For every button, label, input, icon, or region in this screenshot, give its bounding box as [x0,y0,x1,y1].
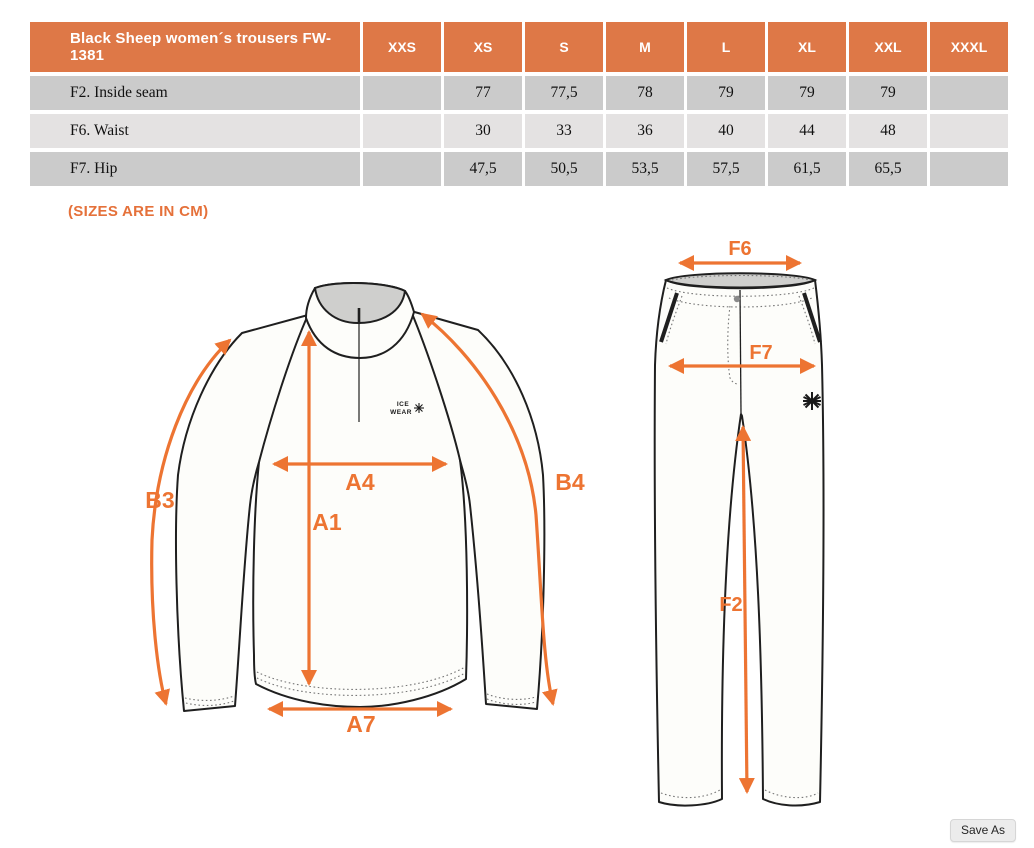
label-a1: A1 [312,509,342,535]
sizes-note: (SIZES ARE IN CM) [68,203,209,220]
shirt-technical-drawing [130,260,610,760]
trousers-body [655,280,824,806]
table-row [30,114,1008,148]
cell: 47,5 [444,152,522,186]
logo-line1: ICE [396,401,410,408]
label-b3: B3 [145,487,175,513]
cell: 33 [525,114,603,148]
logo-line2: WEAR [390,409,412,416]
cell [930,76,1008,110]
cell: 77 [444,76,522,110]
label-f6: F6 [728,238,752,260]
size-header-l: L [687,22,765,72]
cell: 36 [606,114,684,148]
cell: 57,5 [687,152,765,186]
table-header-row [30,22,1008,72]
cell: 65,5 [849,152,927,186]
size-header-xxs: XXS [363,22,441,72]
size-header-m: M [606,22,684,72]
cell: 78 [606,76,684,110]
cell: 48 [849,114,927,148]
label-a7: A7 [346,711,376,737]
label-f2: F2 [719,594,743,616]
cell: 79 [687,76,765,110]
cell: 77,5 [525,76,603,110]
cell: 61,5 [768,152,846,186]
cell: 53,5 [606,152,684,186]
label-b4: B4 [555,469,585,495]
size-header-xl: XL [768,22,846,72]
snowflake-icon [414,403,424,413]
label-a4: A4 [345,469,375,495]
cell: 50,5 [525,152,603,186]
row-label: F6. Waist [30,114,360,148]
measure-f2-arrow [743,427,747,792]
save-as-button[interactable]: Save As [950,819,1016,842]
cell [363,152,441,186]
cell [363,76,441,110]
cell [930,114,1008,148]
table-row [30,152,1008,186]
size-header-xxl: XXL [849,22,927,72]
table-row [30,76,1008,110]
waist-button [734,296,740,302]
cell: 40 [687,114,765,148]
size-header-xxxl: XXXL [930,22,1008,72]
cell [363,114,441,148]
trousers-technical-drawing [630,230,1034,848]
cell: 79 [768,76,846,110]
table-title: Black Sheep women´s trousers FW-1381 [30,22,360,72]
cell [930,152,1008,186]
label-f7: F7 [749,342,773,364]
size-header-xs: XS [444,22,522,72]
size-table [30,22,1008,190]
cell: 30 [444,114,522,148]
snowflake-icon [803,392,821,410]
cell: 44 [768,114,846,148]
cell: 79 [849,76,927,110]
row-label: F2. Inside seam [30,76,360,110]
size-header-s: S [525,22,603,72]
row-label: F7. Hip [30,152,360,186]
